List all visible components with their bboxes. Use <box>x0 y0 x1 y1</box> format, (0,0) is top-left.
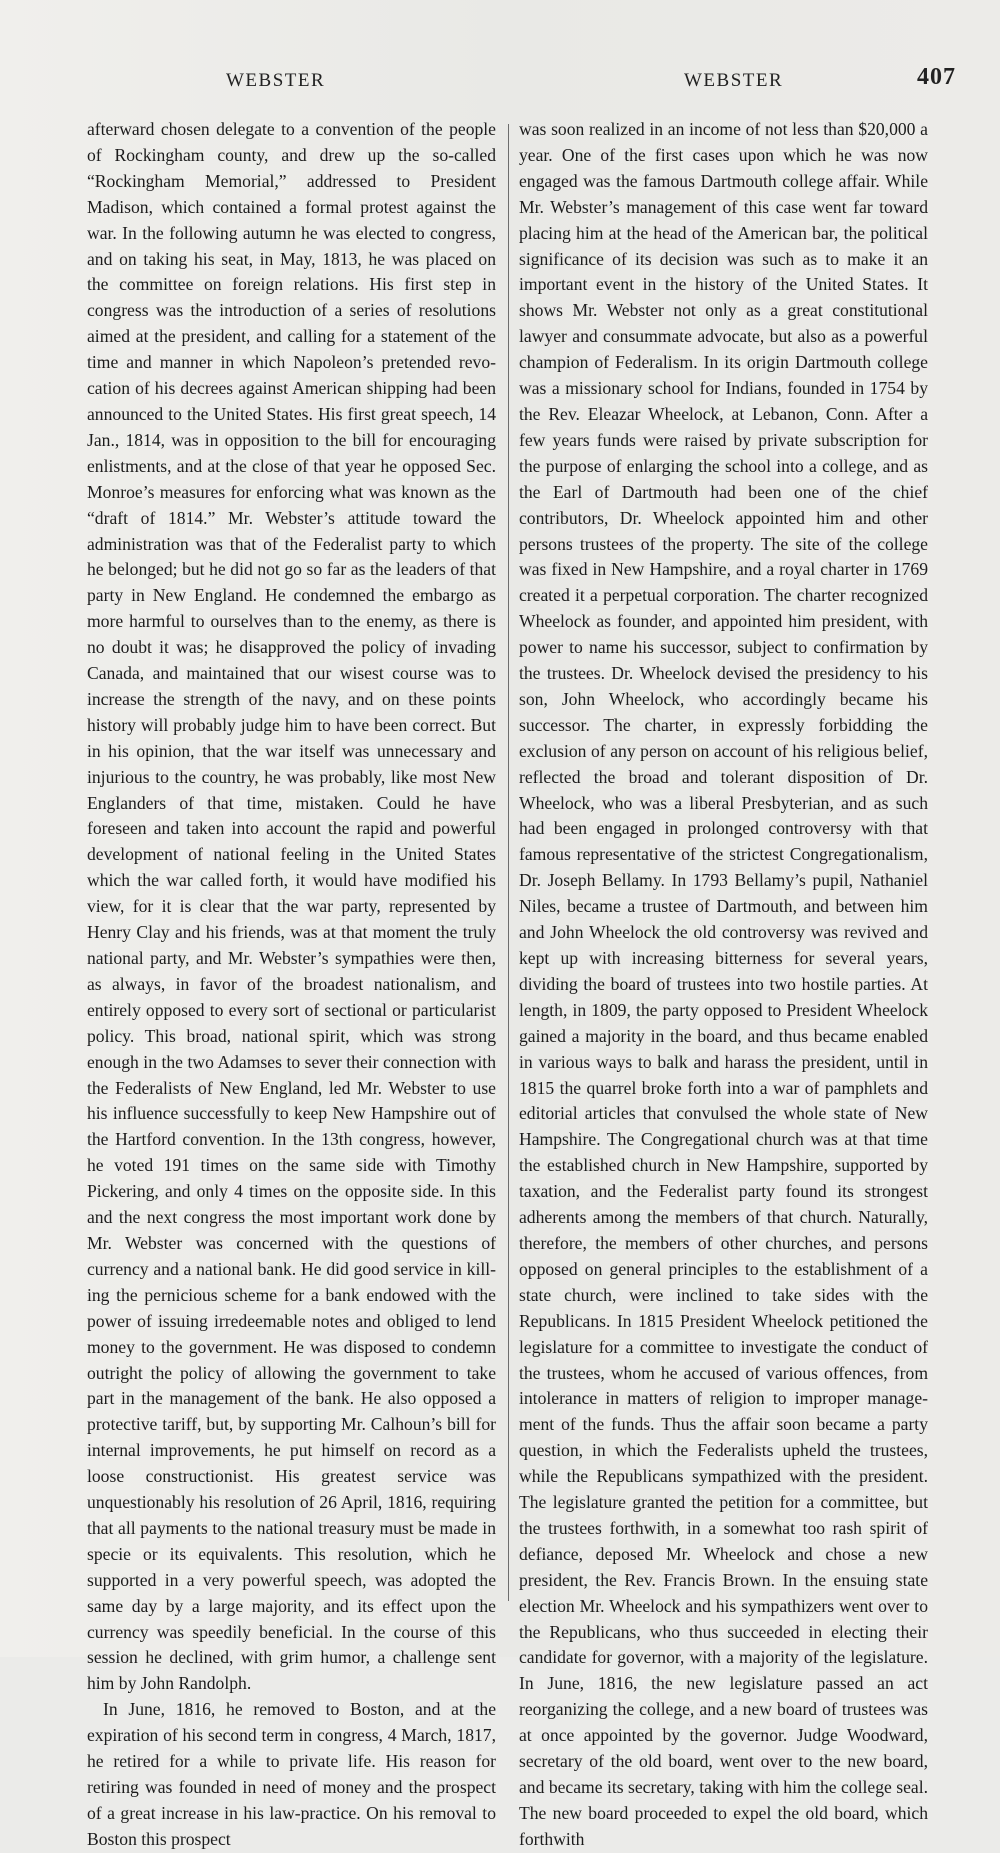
running-head-left: WEBSTER <box>226 70 326 91</box>
running-head-right: WEBSTER <box>684 70 784 91</box>
paragraph: was soon realized in an income of not less than $20,000 a year. One of the first cases upon which he was now engaged was the famous Dartmouth college affair. While Mr. Webster’s management of this case went far toward placing him at the head of the American bar, the political significance of its decision was such as to make it an important event in the history of the United States. It shows Mr. Webster not only as a great constitutional lawyer and consummate advocate, but also as a powerful champion of Federalism. In its origin Dartmouth college was a missionary school for Indians, founded in 1754 by the Rev. Eleazar Wheelock, at Lebanon, Conn. After a few years funds were raised by private subscription for the purpose of enlarging the school into a college, and as the Earl of Dartmouth had been one of the chief contributors, Dr. Wheelock appointed him and other persons trustees of the property. The site of the college was fixed in New Hampshire, and a royal charter in 1769 created it a perpetual corporation. The charter recognized Wheelock as founder, and appointed him president, with power to name his successor, subject to confirmation by the trustees. Dr. Wheelock devised the presidency to his son, John Wheelock, who accordingly became his successor. The charter, in expressly forbidding the exclusion of any person on account of his religious belief, reflected the broad and tolerant disposition of Dr. Wheelock, who was a liberal Presbyterian, and as such had been engaged in prolonged controversy with that famous representative of the strictest Congregationalism, Dr. Joseph Bellamy. In 1793 Bellamy’s pupil, Nathaniel Niles, became a trustee of Dartmouth, and between him and John Wheelock the old controversy was revived and kept up with increasing bitterness for several years, dividing the board of trustees into two hostile parties. At length, in 1809, the party opposed to President Wheelock gained a majority in the board, and thus became enabled in various ways to balk and harass the president, until in 1815 the quarrel broke forth into a war of pamphlets and editorial articles that convulsed the whole state of New Hampshire. The Congregational church was at that time the established church in New Hampshire, supported by taxation, and the Federalist party found its strongest adherents among the members of that church. Naturally, therefore, the members of other churches, and persons opposed on general principles to the establishment of a state church, were inclined to take sides with the Republicans. In 1815 President Wheelock petitioned the legislature for a committee to investigate the conduct of the trustees, whom he accused of various offences, from intolerance in matters of religion to improper management of the funds. Thus the affair soon became a party question, in which the Federalists upheld the trustees, while the Republicans sympathized with the president. The legislature granted the petition for a committee, but the trustees forthwith, in a somewhat too rash spirit of defiance, deposed Mr. Wheelock and chose a new president, the Rev. Francis Brown. In the ensuing state election Mr. Wheelock and his sympathizers went over to the Republicans, who thus succeeded in electing their candidate for governor, with a majority of the legislature. In June, 1816, the new legislature passed an act reorganizing the college, and a new board of trustees was at once appointed by the governor. Judge Woodward, secretary of the old board, went over to the new board, and became its secretary, taking with him the college seal. The new board proceeded to expel the old board, which forthwith <box>519 119 928 1849</box>
paragraph: afterward chosen delegate to a convention of the people of Rockingham county, and drew up the so-called “Rockingham Memorial,” addressed to President Madison, which contained a formal protest against the war. In the following autumn he was elected to congress, and on taking his seat, in May, 1813, he was placed on the committee on foreign relations. His first step in congress was the introduction of a series of resolutions aimed at the president, and calling for a statement of the time and manner in which Napoleon’s pretended revocation of his decrees against American shipping had been announced to the United States. His first great speech, 14 Jan., 1814, was in opposition to the bill for encouraging enlistments, and at the close of that year he opposed Sec. Monroe’s measures for enforcing what was known as the “draft of 1814.” Mr. Webster’s attitude toward the administration was that of the Federalist party to which he belonged; but he did not go so far as the leaders of that party in New England. He condemned the embargo as more harmful to ourselves than to the enemy, as there is no doubt it was; he disapproved the policy of invading Canada, and maintained that our wisest course was to increase the strength of the navy, and on these points history will probably judge him to have been correct. But in his opinion, that the war itself was unnecessary and injurious to the country, he was probably, like most New Englanders of that time, mistaken. Could he have foreseen and taken into account the rapid and powerful development of national feeling in the United States which the war called forth, it would have modified his view, for it is clear that the war party, represented by Henry Clay and his friends, was at that moment the truly national party, and Mr. Webster’s sympathies were then, as always, in favor of the broadest nationalism, and entirely opposed to every sort of sectional or particularist policy. This broad, national spirit, which was strong enough in the two Adamses to sever their connection with the Federalists of New England, led Mr. Webster to use his influence successfully to keep New Hampshire out of the Hartford convention. In the 13th congress, however, he voted 191 times on the same side with Timothy Pickering, and only 4 times on the opposite side. In this and the next congress the most important work done by Mr. Webster was concerned with the questions of currency and a national bank. He did good service in killing the pernicious scheme for a bank endowed with the power of issuing irredeemable notes and obliged to lend money to the government. He was disposed to condemn outright the policy of allowing the government to take part in the management of the bank. He also opposed a protective tariff, but, by supporting Mr. Calhoun’s bill for internal improvements, he put himself on record as a loose constructionist. His greatest service was unquestionably his resolution of 26 April, 1816, requiring that all payments to the national treasury must be made in specie or its equivalents. This resolution, which he supported in a very powerful speech, was adopted the same day by a large majority, and its effect upon the currency was speedily beneficial. In the course of this session he declined, with grim humor, a challenge sent him by John Randolph. <box>87 119 496 1694</box>
page-number: 407 <box>917 64 956 90</box>
left-text-column <box>87 117 496 1849</box>
column-divider <box>508 124 509 1601</box>
paragraph: In June, 1816, he removed to Boston, and at the expiration of his second term in congress, 4 March, 1817, he retired for a while to private life. His reason for retiring was founded in need of money and the prospect of a great increase in his law-practice. On his removal to Boston this prospect <box>87 1699 496 1849</box>
right-text-column <box>519 117 928 1849</box>
